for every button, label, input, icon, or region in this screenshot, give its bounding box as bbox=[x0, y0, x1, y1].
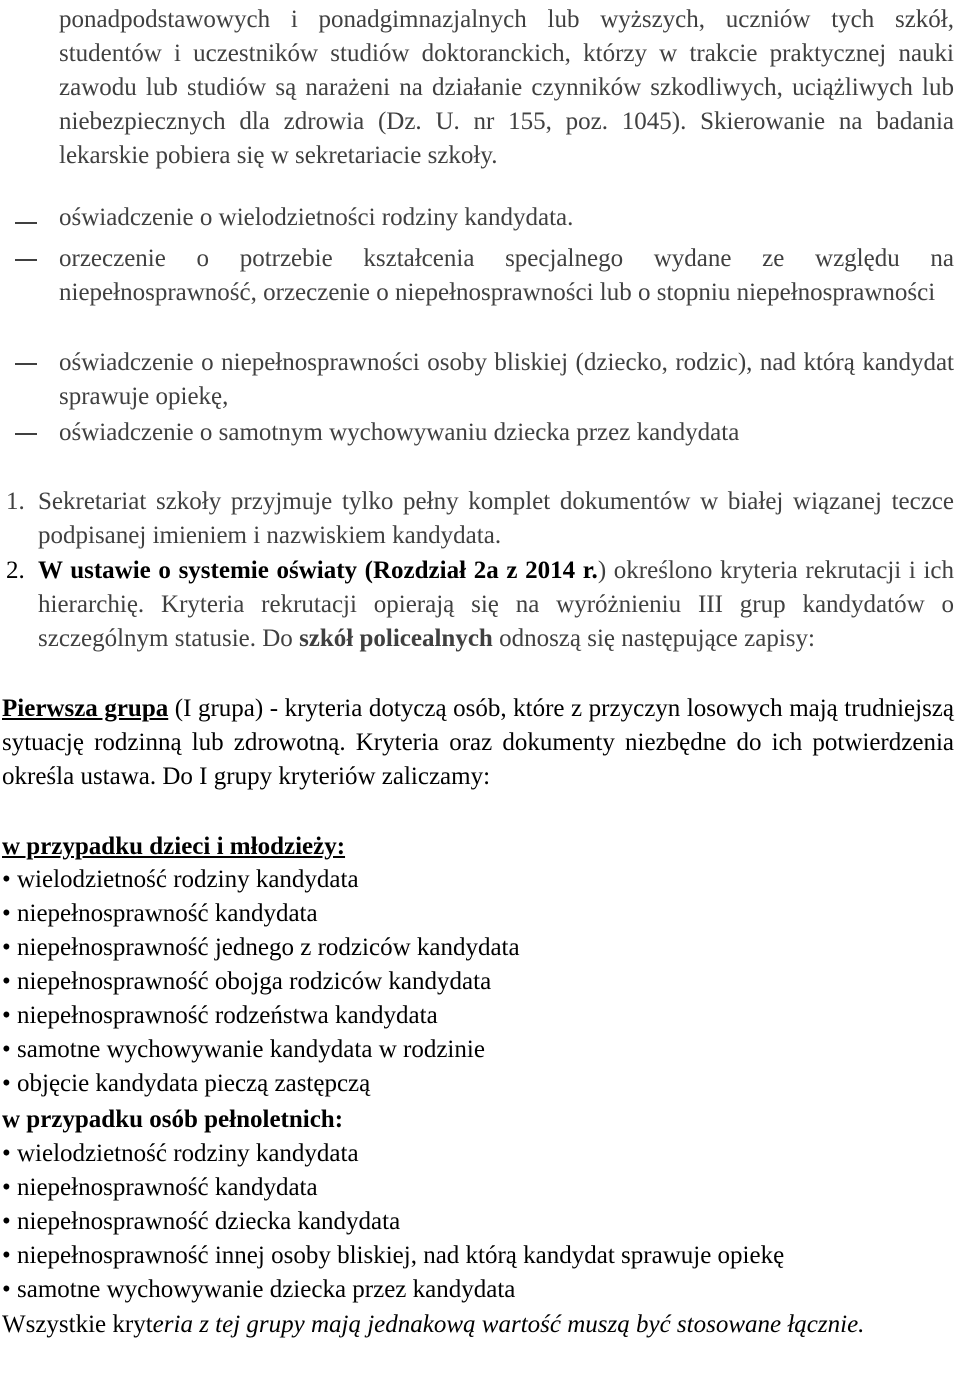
list-item: • niepełnosprawność dziecka kandydata bbox=[2, 1208, 401, 1235]
list-item: • samotne wychowywanie dziecka przez kandydata bbox=[2, 1276, 516, 1303]
closing-italic: eria z tej grupy mają jednakową wartość muszą być stosowane łącznie. bbox=[152, 1311, 865, 1338]
point-text: Sekretariat szkoły przyjmuje tylko pełny komplet dokumentów w białej wiązanej teczce podpisanej imieniem i nazwiskiem kandydata. bbox=[38, 488, 954, 549]
dash-bullet bbox=[15, 222, 37, 224]
criteria-text-end: odnoszą się następujące zapisy: bbox=[492, 625, 815, 652]
criteria-text: ) określono kryteria rekrutacji i ich hierarchię. Kryteria rekrutacji opierają się na wyróżnieniu III grup kandydatów o szczególnym statusie. Do bbox=[38, 557, 955, 652]
group-label: Pierwsza grupa bbox=[2, 695, 169, 722]
adults-heading: w przypadku osób pełnoletnich: bbox=[2, 1106, 344, 1133]
dash-item-special-education: orzeczenie o potrzebie kształcenia specjalnego wydane ze względu na niepełnosprawność, orzeczenie o niepełnosprawności lub o stopniu niepełnosprawności bbox=[59, 245, 954, 306]
dash-item-close-person-disability: oświadczenie o niepełnosprawności osoby bliskiej (dziecko, rodzic), nad którą kandydat sprawuje opiekę, bbox=[59, 349, 954, 410]
dash-item-large-family: oświadczenie o wielodzietności rodziny kandydata. bbox=[59, 204, 574, 231]
list-item: • niepełnosprawność rodzeństwa kandydata bbox=[2, 1002, 438, 1029]
dash-bullet bbox=[15, 259, 37, 261]
list-item: • niepełnosprawność innej osoby bliskiej, nad którą kandydat sprawuje opiekę bbox=[2, 1242, 785, 1269]
law-reference: W ustawie o systemie oświaty (Rozdział 2a z 2014 r. bbox=[38, 557, 598, 584]
list-item: • niepełnosprawność jednego z rodziców kandydata bbox=[2, 934, 520, 961]
dash-item-single-parenting: oświadczenie o samotnym wychowywaniu dziecka przez kandydata bbox=[59, 419, 740, 446]
numbered-point-2 bbox=[6, 554, 954, 656]
list-item: • niepełnosprawność obojga rodziców kandydata bbox=[2, 968, 492, 995]
point-text bbox=[38, 554, 954, 656]
intro-paragraph: ponadpodstawowych i ponadgimnazjalnych lub wyższych, uczniów tych szkół, studentów i uczestników studiów doktoranckich, którzy w trakcie praktycznej nauki zawodu lub studiów są narażeni na działanie czynników szkodliwych, uciążliwych lub niebezpiecznych dla zdrowia (Dz. U. nr 155, poz. 1045). Skierowanie na badania lekarskie pobiera się w sekretariacie szkoły. bbox=[59, 6, 954, 169]
dash-bullet bbox=[15, 363, 37, 365]
numbered-point-1 bbox=[6, 485, 954, 553]
list-item: • samotne wychowywanie kandydata w rodzinie bbox=[2, 1036, 485, 1063]
point-number: 1. bbox=[6, 488, 25, 515]
closing-plain: Wszystkie kryt bbox=[2, 1311, 153, 1338]
list-item: • wielodzietność rodziny kandydata bbox=[2, 1140, 359, 1167]
group-description: (I grupa) - kryteria dotyczą osób, które z przyczyn losowych mają trudniejszą sytuację rodzinną lub zdrowotną. Kryteria oraz dokumenty niezbędne do ich potwierdzenia określa ustawa. Do I grupy kryteriów zaliczamy: bbox=[2, 695, 954, 790]
list-item: • wielodzietność rodziny kandydata bbox=[2, 866, 359, 893]
point-number: 2. bbox=[6, 557, 25, 584]
school-type: szkół policealnych bbox=[299, 625, 493, 652]
list-item: • objęcie kandydata pieczą zastępczą bbox=[2, 1070, 371, 1097]
group-one-paragraph bbox=[2, 692, 954, 794]
list-item: • niepełnosprawność kandydata bbox=[2, 900, 318, 927]
closing-paragraph bbox=[2, 1308, 954, 1342]
children-heading: w przypadku dzieci i młodzieży: bbox=[2, 833, 346, 860]
dash-bullet bbox=[15, 433, 37, 435]
list-item: • niepełnosprawność kandydata bbox=[2, 1174, 318, 1201]
